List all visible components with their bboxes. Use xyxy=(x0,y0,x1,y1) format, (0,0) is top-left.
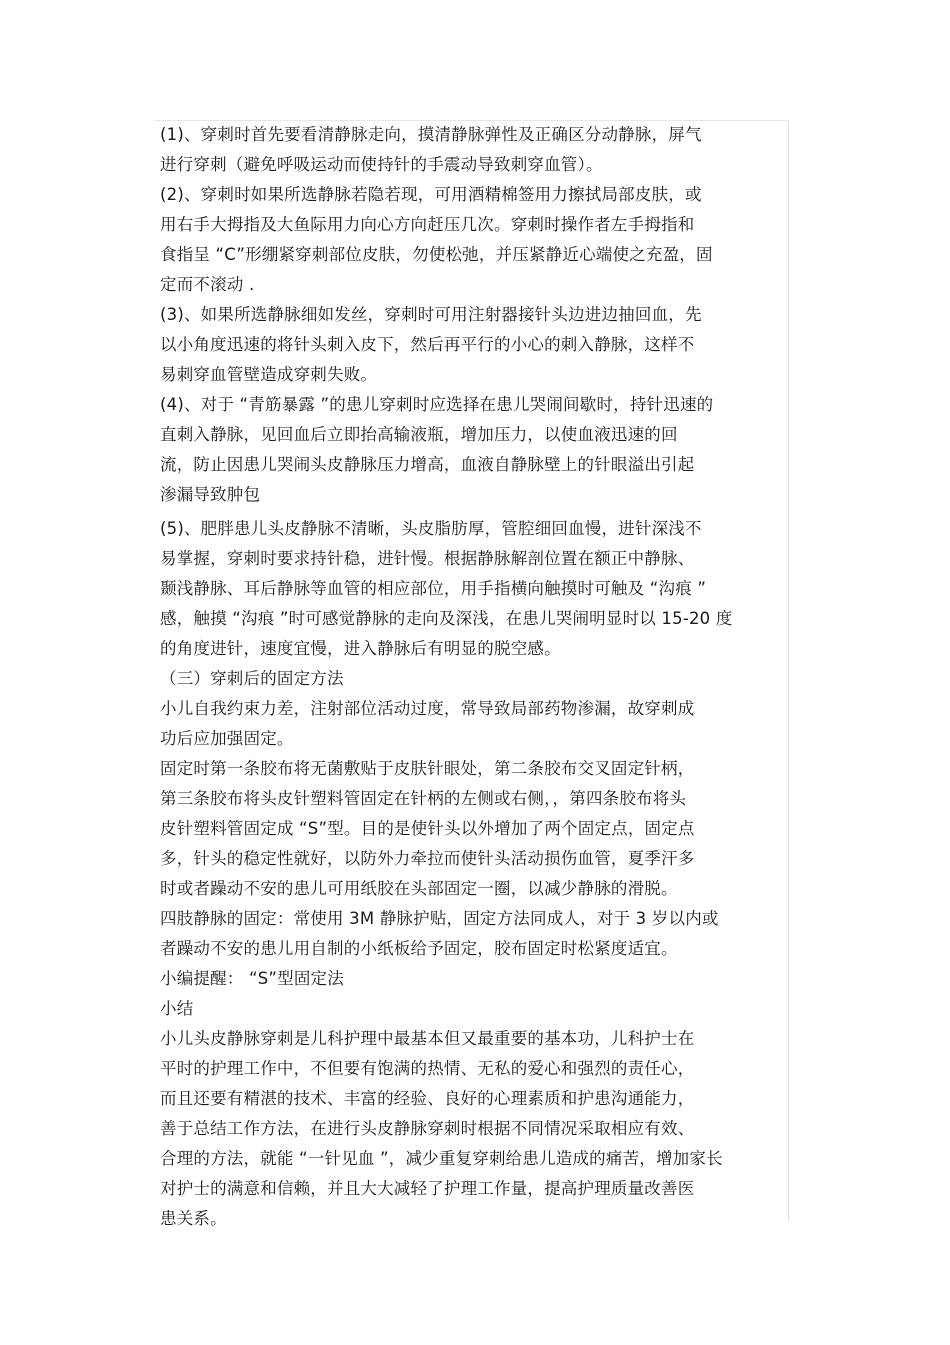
text-line: 小儿自我约束力差，注射部位活动过度，常导致局部药物渗漏，故穿刺成 xyxy=(160,699,695,718)
text-line: 而且还要有精湛的技术、丰富的经验、良好的心理素质和护患沟通能力， xyxy=(160,1089,695,1108)
text-line: 皮针塑料管固定成 “S”型。目的是使针头以外增加了两个固定点，固定点 xyxy=(160,819,695,838)
text-line: 四肢静脉的固定：常使用 3M 静脉护贴，固定方法同成人，对于 3 岁以内或 xyxy=(160,909,719,928)
text-line: (3)、如果所选静脉细如发丝，穿刺时可用注射器接针头边进边抽回血，先 xyxy=(160,305,702,324)
text-line: 平时的护理工作中，不但要有饱满的热情、无私的爱心和强烈的责任心， xyxy=(160,1059,695,1078)
text-line: 患关系。 xyxy=(160,1209,227,1228)
section-heading: （三）穿刺后的固定方法 xyxy=(160,669,344,688)
text-line: (2)、穿刺时如果所选静脉若隐若现，可用酒精棉签用力擦拭局部皮肤，或 xyxy=(160,185,702,204)
text-line: 合理的方法，就能 “一针见血 ”，减少重复穿刺给患儿造成的痛苦，增加家长 xyxy=(160,1149,723,1168)
text-line: 颞浅静脉、耳后静脉等血管的相应部位，用手指横向触摸时可触及 “沟痕 ” xyxy=(160,579,707,598)
text-line: 固定时第一条胶布将无菌敷贴于皮肤针眼处，第二条胶布交叉固定针柄， xyxy=(160,759,695,778)
text-line: 小儿头皮静脉穿刺是儿科护理中最基本但又最重要的基本功，儿科护士在 xyxy=(160,1029,695,1048)
text-line: 定而不滚动 . xyxy=(160,275,255,294)
text-line: 多，针头的稳定性就好，以防外力牵拉而使针头活动损伤血管，夏季汗多 xyxy=(160,849,695,868)
text-line: (5)、肥胖患儿头皮静脉不清晰，头皮脂肪厚，管腔细回血慢，进针深浅不 xyxy=(160,519,702,538)
text-line: (1)、穿刺时首先要看清静脉走向，摸清静脉弹性及正确区分动静脉，屏气 xyxy=(160,125,702,144)
document-body xyxy=(160,120,790,1234)
text-line: 善于总结工作方法，在进行头皮静脉穿刺时根据不同情况采取相应有效、 xyxy=(160,1119,695,1138)
text-line: 时或者躁动不安的患儿可用纸胶在头部固定一圈，以减少静脉的滑脱。 xyxy=(160,879,678,898)
text-line: 者躁动不安的患儿用自制的小纸板给予固定，胶布固定时松紧度适宜。 xyxy=(160,939,678,958)
editor-note: 小编提醒： “S”型固定法 xyxy=(160,969,344,988)
text-line: 的角度进针，速度宜慢，进入静脉后有明显的脱空感。 xyxy=(160,639,561,658)
text-line: 用右手大拇指及大鱼际用力向心方向赶压几次。穿刺时操作者左手拇指和 xyxy=(160,215,695,234)
text-line: 直刺入静脉，见回血后立即抬高输液瓶，增加压力，以使血液迅速的回 xyxy=(160,425,678,444)
text-line: 以小角度迅速的将针头刺入皮下，然后再平行的小心的刺入静脉，这样不 xyxy=(160,335,695,354)
text-line: 易刺穿血管壁造成穿刺失败。 xyxy=(160,365,378,384)
text-line: 进行穿刺（避免呼吸运动而使持针的手震动导致刺穿血管）。 xyxy=(160,155,603,174)
text-line: 渗漏导致肿包 xyxy=(160,485,261,504)
text-line: 易掌握，穿刺时要求持针稳，进针慢。根据静脉解剖位置在额正中静脉、 xyxy=(160,549,695,568)
text-line: 食指呈 “C”形绷紧穿刺部位皮肤，勿使松弛，并压紧静近心端使之充盈，固 xyxy=(160,245,713,264)
text-line: 第三条胶布将头皮针塑料管固定在针柄的左侧或右侧，，第四条胶布将头 xyxy=(160,789,687,808)
text-line: 流，防止因患儿哭闹头皮静脉压力增高，血液自静脉壁上的针眼溢出引起 xyxy=(160,455,695,474)
section-heading: 小结 xyxy=(160,999,194,1018)
text-line: 功后应加强固定。 xyxy=(160,729,294,748)
text-line: (4)、对于 “青筋暴露 ”的患儿穿刺时应选择在患儿哭闹间歇时，持针迅速的 xyxy=(160,395,714,414)
text-line: 感，触摸 “沟痕 ”时可感觉静脉的走向及深浅，在患儿哭闹明显时以 15-20 度 xyxy=(160,609,733,628)
text-line: 对护士的满意和信赖，并且大大减轻了护理工作量，提高护理质量改善医 xyxy=(160,1179,695,1198)
